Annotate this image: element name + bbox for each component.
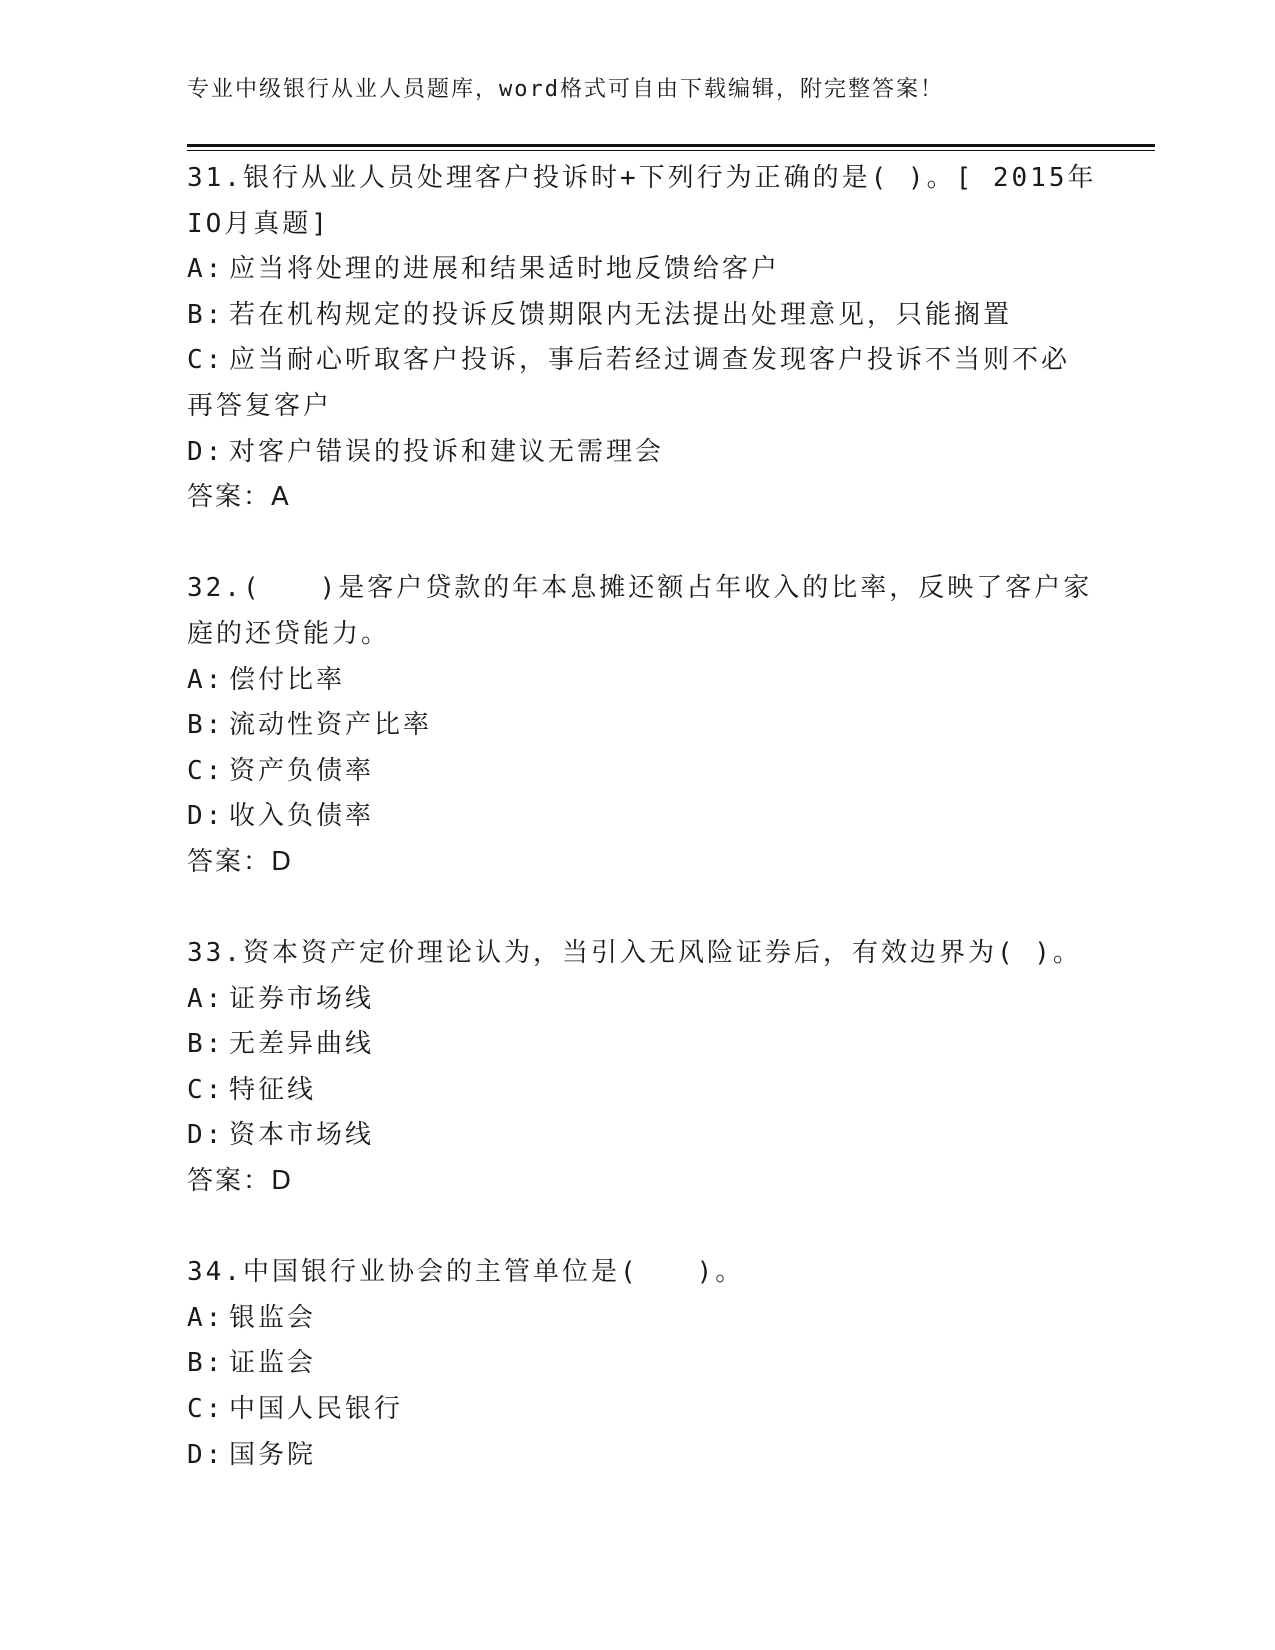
question-block	[187, 156, 1097, 521]
option-letter: A:	[187, 254, 225, 285]
option-letter: C:	[187, 1074, 225, 1105]
option-text: 无差异曲线	[229, 1029, 375, 1060]
option-text: 中国人民银行	[229, 1394, 404, 1425]
question-stem: 31.银行从业人员处理客户投诉时+下列行为正确的是( )。[ 2015年	[187, 163, 1097, 193]
question-block	[187, 1250, 1087, 1478]
answer-option	[187, 794, 1087, 840]
page-header: 专业中级银行从业人员题库，word格式可自由下载编辑，附完整答案！	[187, 77, 944, 102]
header-rule-thin	[187, 150, 1155, 151]
answer-option	[187, 1022, 1087, 1068]
option-letter: B:	[187, 299, 225, 330]
option-letter: D:	[187, 1439, 225, 1470]
question-stem: 32.( )是客户贷款的年本息摊还额占年收入的比率，反映了客户家	[187, 573, 1093, 604]
answer-option	[187, 749, 1087, 795]
answer-option	[187, 1387, 1087, 1433]
answer-option	[187, 703, 1087, 749]
answer-key: 答案：D	[187, 1166, 294, 1197]
answer-option	[187, 977, 1087, 1023]
answer-option	[187, 1113, 1087, 1159]
option-text: 对客户错误的投诉和建议无需理会	[229, 436, 665, 467]
answer-option	[187, 1433, 1087, 1479]
question-gap	[187, 886, 1087, 932]
option-letter: B:	[187, 710, 225, 741]
answer-option	[187, 1296, 1087, 1342]
answer-option	[187, 338, 1087, 384]
question-gap	[187, 1205, 1087, 1251]
question-list	[187, 156, 1097, 1478]
option-text: 特征线	[229, 1074, 317, 1105]
option-letter: B:	[187, 1348, 225, 1379]
option-text: 收入负债率	[229, 801, 375, 832]
option-letter: C:	[187, 1394, 225, 1425]
question-stem: IO月真题]	[187, 208, 330, 239]
question-block	[187, 931, 1087, 1205]
option-text: 流动性资产比率	[229, 710, 433, 741]
option-text: 资产负债率	[229, 755, 375, 786]
answer-option	[187, 293, 1087, 339]
question-stem: 庭的还贷能力。	[187, 618, 391, 649]
option-letter: D:	[187, 436, 225, 467]
answer-option	[187, 658, 1087, 704]
option-letter: A:	[187, 983, 225, 1014]
question-stem: 33.资本资产定价理论认为，当引入无风险证券后，有效边界为( )。	[187, 938, 1082, 969]
answer-option: 再答复客户	[187, 390, 333, 421]
option-text: 应当将处理的进展和结果适时地反馈给客户	[229, 254, 781, 285]
option-letter: C:	[187, 755, 225, 786]
answer-key: 答案：A	[187, 482, 291, 513]
option-letter: B:	[187, 1029, 225, 1060]
answer-key: 答案：D	[187, 846, 294, 877]
question-stem: 34.中国银行业协会的主管单位是( )。	[187, 1257, 745, 1288]
option-text: 证券市场线	[229, 983, 375, 1014]
option-text: 偿付比率	[229, 664, 346, 695]
question-gap	[187, 521, 1087, 567]
option-text: 若在机构规定的投诉反馈期限内无法提出处理意见，只能搁置	[229, 299, 1013, 330]
option-letter: C:	[187, 345, 225, 376]
option-letter: A:	[187, 1302, 225, 1333]
option-letter: D:	[187, 801, 225, 832]
option-letter: D:	[187, 1120, 225, 1151]
option-text: 银监会	[229, 1302, 317, 1333]
option-letter: A:	[187, 664, 225, 695]
answer-option	[187, 430, 1087, 476]
answer-option	[187, 1068, 1087, 1114]
answer-option	[187, 247, 1087, 293]
option-text: 资本市场线	[229, 1120, 375, 1151]
option-text: 国务院	[229, 1439, 317, 1470]
header-rule	[187, 144, 1155, 147]
question-block	[187, 566, 1093, 885]
option-text: 应当耐心听取客户投诉，事后若经过调查发现客户投诉不当则不必	[229, 345, 1071, 376]
option-text: 证监会	[229, 1348, 317, 1379]
answer-option	[187, 1341, 1087, 1387]
